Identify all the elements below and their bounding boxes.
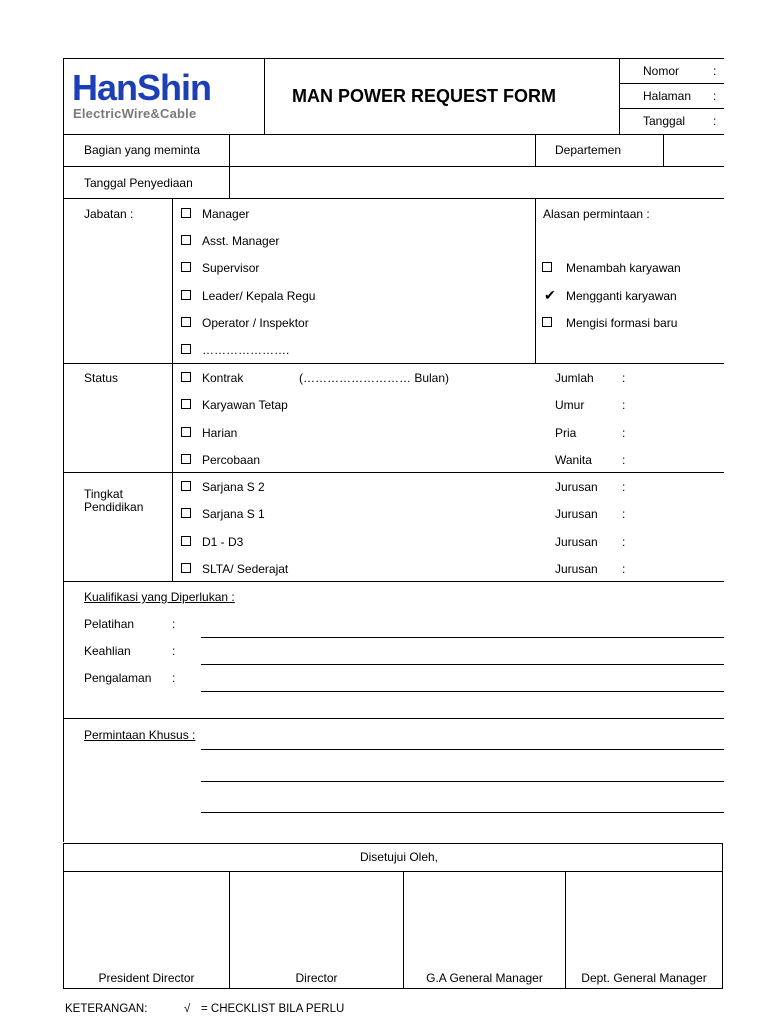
tanggal-penyediaan-label: Tanggal Penyediaan (84, 176, 193, 190)
pendidikan-option: Sarjana S 2 (202, 480, 265, 494)
kontrak-duration: (……………………… Bulan) (299, 371, 450, 385)
jurusan-sep: : (622, 535, 626, 549)
jabatan-option: Asst. Manager (202, 234, 280, 248)
jurusan-sep: : (622, 562, 626, 576)
pendidikan-option: Sarjana S 1 (202, 507, 265, 521)
pendidikan-option: D1 - D3 (202, 535, 244, 549)
alasan-checkbox-mengisi[interactable] (542, 317, 552, 327)
departemen-label: Departemen (555, 143, 622, 157)
pendidikan-option: SLTA/ Sederajat (202, 562, 289, 576)
pengalaman-label: Pengalaman (84, 671, 152, 685)
pelatihan-label: Pelatihan (84, 617, 135, 631)
jabatan-option: Operator / Inspektor (202, 316, 309, 330)
signer-president-director: President Director (98, 971, 195, 985)
jurusan-label: Jurusan (555, 535, 598, 549)
wanita-sep: : (622, 453, 626, 467)
signer-director: Director (295, 971, 338, 985)
jurusan-sep: : (622, 507, 626, 521)
checkmark-icon: √ (184, 1003, 191, 1015)
pendidikan-checkbox[interactable] (181, 481, 191, 491)
status-label: Status (84, 371, 119, 385)
logo-wordmark: HanShin (72, 67, 212, 108)
jurusan-label: Jurusan (555, 507, 598, 521)
jabatan-option: Leader/ Kepala Regu (202, 289, 316, 303)
alasan-option: Menambah karyawan (566, 261, 681, 275)
jabatan-checkbox[interactable] (181, 235, 191, 245)
pria-sep: : (622, 426, 626, 440)
pendidikan-checkbox[interactable] (181, 536, 191, 546)
meta-tanggal-label: Tanggal (643, 114, 686, 128)
pendidikan-checkbox[interactable] (181, 508, 191, 518)
status-checkbox[interactable] (181, 427, 191, 437)
jabatan-checkbox[interactable] (181, 317, 191, 327)
status-option: Percobaan (202, 453, 261, 467)
jurusan-label: Jurusan (555, 562, 598, 576)
permintaan-heading: Permintaan Khusus : (84, 728, 196, 742)
jabatan-checkbox[interactable] (181, 290, 191, 300)
pendidikan-label-2: Pendidikan (84, 500, 144, 514)
pelatihan-sep: : (172, 617, 176, 631)
bagian-field[interactable] (232, 137, 532, 163)
jurusan-sep: : (622, 480, 626, 494)
logo-tagline: ElectricWire&Cable (73, 106, 197, 121)
jabatan-checkbox[interactable] (181, 208, 191, 218)
meta-nomor-sep: : (713, 64, 717, 78)
status-checkbox[interactable] (181, 372, 191, 382)
jabatan-checkbox[interactable] (181, 262, 191, 272)
status-option: Karyawan Tetap (202, 398, 288, 412)
jurusan-label: Jurusan (555, 480, 598, 494)
keahlian-sep: : (172, 644, 176, 658)
signer-dept-general-manager: Dept. General Manager (581, 971, 707, 985)
pelatihan-field[interactable] (201, 617, 724, 637)
meta-nomor-label: Nomor (643, 64, 680, 78)
keterangan-text: = CHECKLIST BILA PERLU (201, 1003, 345, 1015)
jabatan-checkbox[interactable] (181, 344, 191, 354)
alasan-option: Mengganti karyawan (566, 289, 677, 303)
tanggal-penyediaan-field[interactable] (232, 169, 722, 195)
jumlah-label: Jumlah (555, 371, 594, 385)
keahlian-label: Keahlian (84, 644, 131, 658)
status-option: Kontrak (202, 371, 244, 385)
jabatan-label: Jabatan : (84, 207, 134, 221)
pendidikan-checkbox[interactable] (181, 563, 191, 573)
meta-halaman-sep: : (713, 89, 717, 103)
wanita-label: Wanita (555, 453, 592, 467)
status-option: Harian (202, 426, 238, 440)
pendidikan-label-1: Tingkat (84, 487, 123, 501)
alasan-checkbox-menambah[interactable] (542, 262, 552, 272)
pengalaman-sep: : (172, 671, 176, 685)
jumlah-sep: : (622, 371, 626, 385)
alasan-label: Alasan permintaan : (543, 207, 650, 221)
pria-label: Pria (555, 426, 577, 440)
signer-ga-general-manager: G.A General Manager (426, 971, 543, 985)
jabatan-option: Manager (202, 207, 250, 221)
meta-halaman-label: Halaman (643, 89, 692, 103)
keahlian-field[interactable] (201, 644, 724, 664)
meta-tanggal-sep: : (713, 114, 717, 128)
umur-sep: : (622, 398, 626, 412)
kualifikasi-heading: Kualifikasi yang Diperlukan : (84, 590, 235, 604)
check-icon[interactable]: ✔ (544, 287, 556, 303)
approval-heading: Disetujui Oleh, (359, 850, 439, 864)
umur-label: Umur (555, 398, 585, 412)
jabatan-option: …………………. (202, 343, 290, 357)
jabatan-option: Supervisor (202, 261, 260, 275)
bagian-label: Bagian yang meminta (84, 143, 201, 157)
alasan-option: Mengisi formasi baru (566, 316, 678, 330)
departemen-field[interactable] (666, 137, 722, 163)
form-title: MAN POWER REQUEST FORM (292, 86, 556, 106)
status-checkbox[interactable] (181, 454, 191, 464)
status-checkbox[interactable] (181, 399, 191, 409)
keterangan-label: KETERANGAN: (65, 1003, 148, 1015)
permintaan-field[interactable] (201, 725, 724, 815)
pengalaman-field[interactable] (201, 671, 724, 691)
